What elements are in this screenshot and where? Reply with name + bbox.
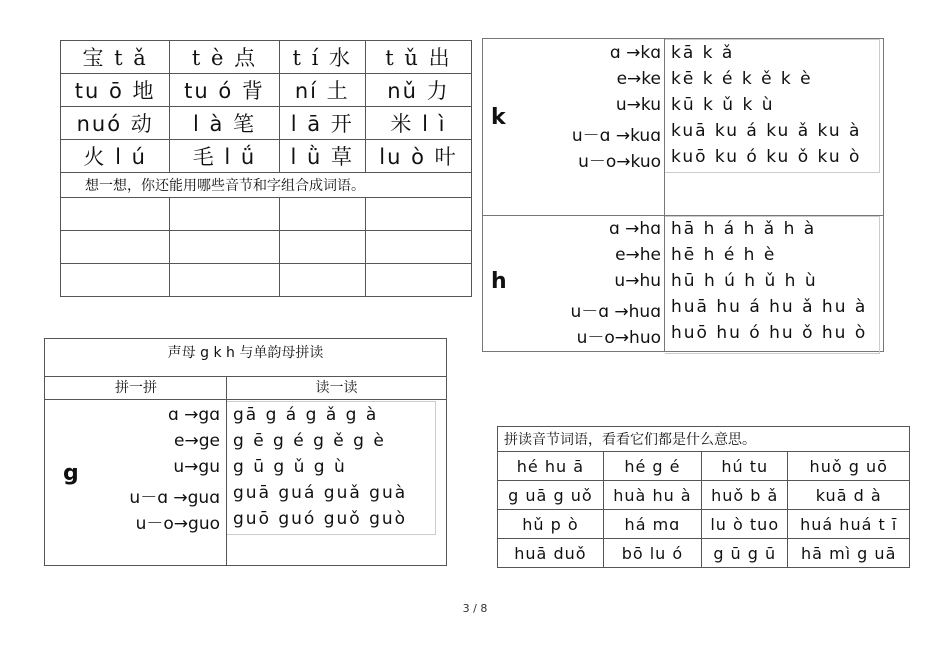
- reading-line: g ē g é g ě g è: [233, 431, 386, 451]
- table-row: [61, 41, 472, 74]
- table-row: [61, 107, 472, 140]
- blank-cell[interactable]: [365, 198, 471, 231]
- table-cell: nǔ 力: [365, 74, 471, 107]
- table-cell: huā duǒ: [498, 539, 604, 568]
- reading-line: g ū g ǔ g ù: [233, 457, 347, 477]
- rule-line: u－o→huo: [576, 328, 661, 348]
- table-row: [61, 140, 472, 173]
- answer-row: [61, 231, 472, 264]
- reading-line: huō hu ó hu ǒ hu ò: [671, 323, 868, 343]
- table-cell: hé g é: [603, 452, 701, 481]
- table-cell: 毛 l ǘ: [170, 140, 279, 173]
- table-cell: há mɑ: [603, 510, 701, 539]
- table-cell: l à 笔: [170, 107, 279, 140]
- instruction-text: 拼读音节词语，看看它们都是什么意思。: [498, 427, 910, 452]
- table-cell: nuó 动: [61, 107, 170, 140]
- reading-line: kē k é k ě k è: [671, 69, 813, 89]
- blank-cell[interactable]: [61, 198, 170, 231]
- reading-line: hā h á h ǎ h à: [671, 219, 817, 239]
- table-cell: tu ō 地: [61, 74, 170, 107]
- table-cell: tu ó 背: [170, 74, 279, 107]
- word-reading-table: [497, 426, 910, 568]
- reading-line: gā g á g ǎ g à: [233, 405, 379, 425]
- table-cell: bō lu ó: [603, 539, 701, 568]
- table-row: [498, 539, 910, 568]
- reading-line: hē h é h è: [671, 245, 777, 265]
- table-cell: 米 l ì: [365, 107, 471, 140]
- table-cell: t í 水: [279, 41, 365, 74]
- table-row: [498, 510, 910, 539]
- header-read: 读一读: [315, 380, 358, 396]
- table-cell: huǒ b ǎ: [702, 481, 788, 510]
- table-cell: huǒ g uō: [788, 452, 910, 481]
- initial-k: k: [491, 105, 506, 130]
- blank-cell[interactable]: [365, 264, 471, 297]
- table-cell: l ā 开: [279, 107, 365, 140]
- table-cell: l ǜ 草: [279, 140, 365, 173]
- table-cell: hā mì g uā: [788, 539, 910, 568]
- rule-line: e→ge: [174, 431, 220, 451]
- blank-cell[interactable]: [279, 198, 365, 231]
- reading-line: guā guá guǎ guà: [233, 483, 408, 503]
- rule-line: u－ɑ →guɑ: [129, 488, 220, 508]
- blank-cell[interactable]: [365, 231, 471, 264]
- initial-h: h: [491, 269, 507, 294]
- table-row: [498, 452, 910, 481]
- kh-spelling-box: [482, 38, 884, 352]
- table-cell: t è 点: [170, 41, 279, 74]
- table-row: [61, 173, 472, 198]
- section-title: 声母 g k h 与单韵母拼读: [167, 345, 324, 361]
- table-cell: lu ò tuo: [702, 510, 788, 539]
- table-row: [498, 481, 910, 510]
- rule-line: u→gu: [173, 457, 220, 477]
- table-cell: 火 l ú: [61, 140, 170, 173]
- rule-line: u－ɑ →kuɑ: [571, 126, 661, 146]
- reading-line: hū h ú h ǔ h ù: [671, 271, 818, 291]
- blank-cell[interactable]: [61, 264, 170, 297]
- header-spell: 拼一拼: [115, 380, 157, 396]
- table-cell: huá huá t ī: [788, 510, 910, 539]
- answer-row: [61, 198, 472, 231]
- blank-cell[interactable]: [279, 231, 365, 264]
- pinyin-word-table: [60, 40, 472, 297]
- rule-line: u→ku: [615, 95, 661, 115]
- blank-cell[interactable]: [170, 231, 279, 264]
- page-number: 3 / 8: [462, 602, 488, 615]
- table-row: [61, 74, 472, 107]
- answer-row: [61, 264, 472, 297]
- rule-line: u－o→kuo: [578, 152, 661, 172]
- reading-line: kuō ku ó ku ǒ ku ò: [671, 147, 862, 167]
- g-spelling-box: [44, 338, 447, 566]
- rule-line: u－ɑ →huɑ: [570, 302, 661, 322]
- rule-line: ɑ →hɑ: [608, 219, 661, 239]
- table-cell: 宝 t ǎ: [61, 41, 170, 74]
- table-cell: g uā g uǒ: [498, 481, 604, 510]
- rule-line: u－o→guo: [135, 514, 220, 534]
- table-cell: t ǔ 出: [365, 41, 471, 74]
- rule-line: u→hu: [614, 271, 661, 291]
- initial-g: g: [63, 461, 79, 486]
- blank-cell[interactable]: [170, 198, 279, 231]
- table-cell: kuā d à: [788, 481, 910, 510]
- reading-line: guō guó guǒ guò: [233, 509, 408, 529]
- table-cell: hú tu: [702, 452, 788, 481]
- rule-line: ɑ →kɑ: [609, 43, 661, 63]
- rule-line: ɑ →gɑ: [167, 405, 220, 425]
- header-row: [45, 376, 446, 400]
- blank-cell[interactable]: [279, 264, 365, 297]
- instruction-text: 想一想，你还能用哪些音节和字组合成词语。: [61, 173, 472, 198]
- rule-line: e→he: [615, 245, 661, 265]
- reading-line: kuā ku á ku ǎ ku à: [671, 121, 862, 141]
- table-row: [498, 427, 910, 452]
- reading-line: kū k ǔ k ù: [671, 95, 775, 115]
- rule-line: e→ke: [616, 69, 661, 89]
- table-cell: g ū g ū: [702, 539, 788, 568]
- reading-line: huā hu á hu ǎ hu à: [671, 297, 868, 317]
- table-cell: lu ò 叶: [365, 140, 471, 173]
- table-cell: hǔ p ò: [498, 510, 604, 539]
- reading-line: kā k ǎ: [671, 43, 735, 63]
- blank-cell[interactable]: [61, 231, 170, 264]
- table-cell: hé hu ā: [498, 452, 604, 481]
- table-cell: ní 土: [279, 74, 365, 107]
- table-cell: huà hu à: [603, 481, 701, 510]
- blank-cell[interactable]: [170, 264, 279, 297]
